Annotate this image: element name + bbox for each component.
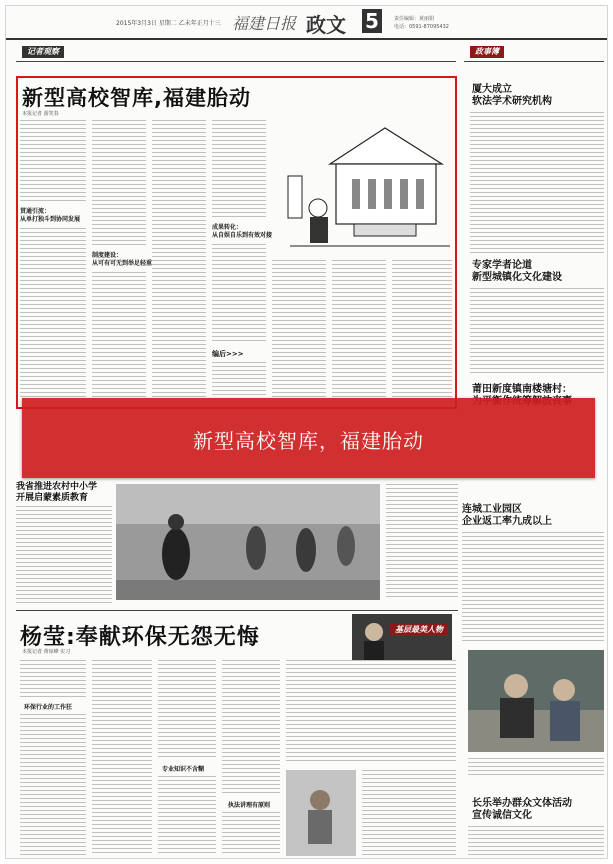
running-people-photo-icon [116, 484, 380, 600]
article-text-block [470, 112, 604, 254]
left-title-line: 开展启蒙素质教育 [16, 493, 89, 503]
sidebar-title-line: 企业返工率九成以上 [462, 516, 552, 527]
photo-caption [468, 758, 604, 778]
article-text-block [20, 714, 86, 856]
article-text-block [286, 660, 456, 764]
sidebar-tag: 政事簿 [470, 46, 504, 58]
editor-info [394, 15, 449, 31]
section-title: 政文 [306, 13, 346, 37]
profile-byline: 本报记者 黄琼峰 实习 [22, 649, 71, 655]
editor-name: 责任编辑：黄丽娟 [394, 16, 435, 22]
sidebar-title-line: 新型城镇化文化建设 [472, 272, 562, 283]
divider [16, 61, 456, 62]
lead-byline: 本报记者 游笑春 [22, 111, 59, 117]
article-text-block [158, 776, 216, 856]
profile-portrait [352, 614, 452, 660]
profile-headline: 杨莹:奉献环保无怨无悔 [20, 625, 260, 650]
profile-tag: 基层最美人物 [390, 624, 448, 636]
sidebar-item-title [472, 84, 552, 108]
lead-headline: 新型高校智库,福建胎动 [22, 86, 251, 110]
article-text-block [468, 826, 604, 856]
divider [464, 61, 604, 62]
subhead-line: 从自娱自乐到有效对接 [212, 232, 273, 239]
article-text-block [92, 660, 152, 856]
left-article-title [16, 482, 97, 504]
profile-subhead-2: 专业知识不含糊 [162, 766, 205, 773]
profile-photo [286, 770, 356, 856]
editor-phone: 电话：0591-87095432 [394, 24, 449, 30]
profile-subhead-3: 执法讲理有原则 [228, 802, 271, 809]
sidebar-title-line: 宣传诚信文化 [472, 810, 532, 821]
subhead-line: 贯通引流： [20, 208, 51, 215]
article-text-block [222, 812, 280, 856]
issue-date: 2015年3月3日 星期二 乙未年正月十三 [116, 20, 221, 27]
article-text-block [16, 506, 112, 604]
sidebar-title-line: 专家学者论道 [472, 260, 532, 271]
people-photo-icon [468, 650, 604, 752]
article-text-block [222, 660, 280, 796]
photo-caption [386, 484, 458, 600]
article-text-block [362, 770, 456, 856]
field-work-photo-icon [286, 770, 356, 856]
sidebar-title-line: 连城工业园区 [462, 504, 522, 515]
subhead-line: 制度建设： [92, 252, 123, 259]
divider [16, 610, 458, 611]
sidebar-title-line: 长乐举办群众文体活动 [472, 798, 572, 809]
newspaper-logo: 福建日报 [232, 14, 297, 33]
article-text-block [20, 660, 86, 698]
sidebar-item-title [472, 798, 572, 822]
sidebar-title-line: 厦大成立 [472, 84, 512, 95]
sidebar-title-line: 软法学术研究机构 [472, 96, 552, 107]
left-title-line: 我省推进农村中小学 [16, 482, 98, 492]
overlay-title: 新型高校智库，福建胎动 [193, 429, 424, 453]
article-text-block [470, 288, 604, 376]
profile-subhead-1: 环保行业的工作狂 [24, 704, 73, 711]
selection-highlight-box [16, 76, 457, 409]
person-portrait-icon [352, 614, 452, 660]
headline-overlay-banner [22, 398, 595, 478]
page-number: 5 [362, 9, 382, 33]
article-text-block [462, 532, 604, 644]
subhead-line: 成果转化： [212, 224, 243, 231]
sidebar-item-title [462, 504, 552, 528]
masthead [6, 6, 607, 40]
sidebar-photo [468, 650, 604, 752]
editor-note-heading: 编后>>> [212, 350, 244, 358]
lead-tag: 记者观察 [22, 46, 64, 58]
center-photo [116, 484, 380, 600]
sidebar-title-line: 莆田新度镇南楼塘村： [472, 384, 572, 395]
article-text-block [158, 660, 216, 760]
subhead-line: 从单打独斗到协同发展 [20, 216, 81, 223]
sidebar-item-title [472, 260, 562, 284]
subhead-line: 从可有可无到举足轻重 [92, 260, 153, 267]
